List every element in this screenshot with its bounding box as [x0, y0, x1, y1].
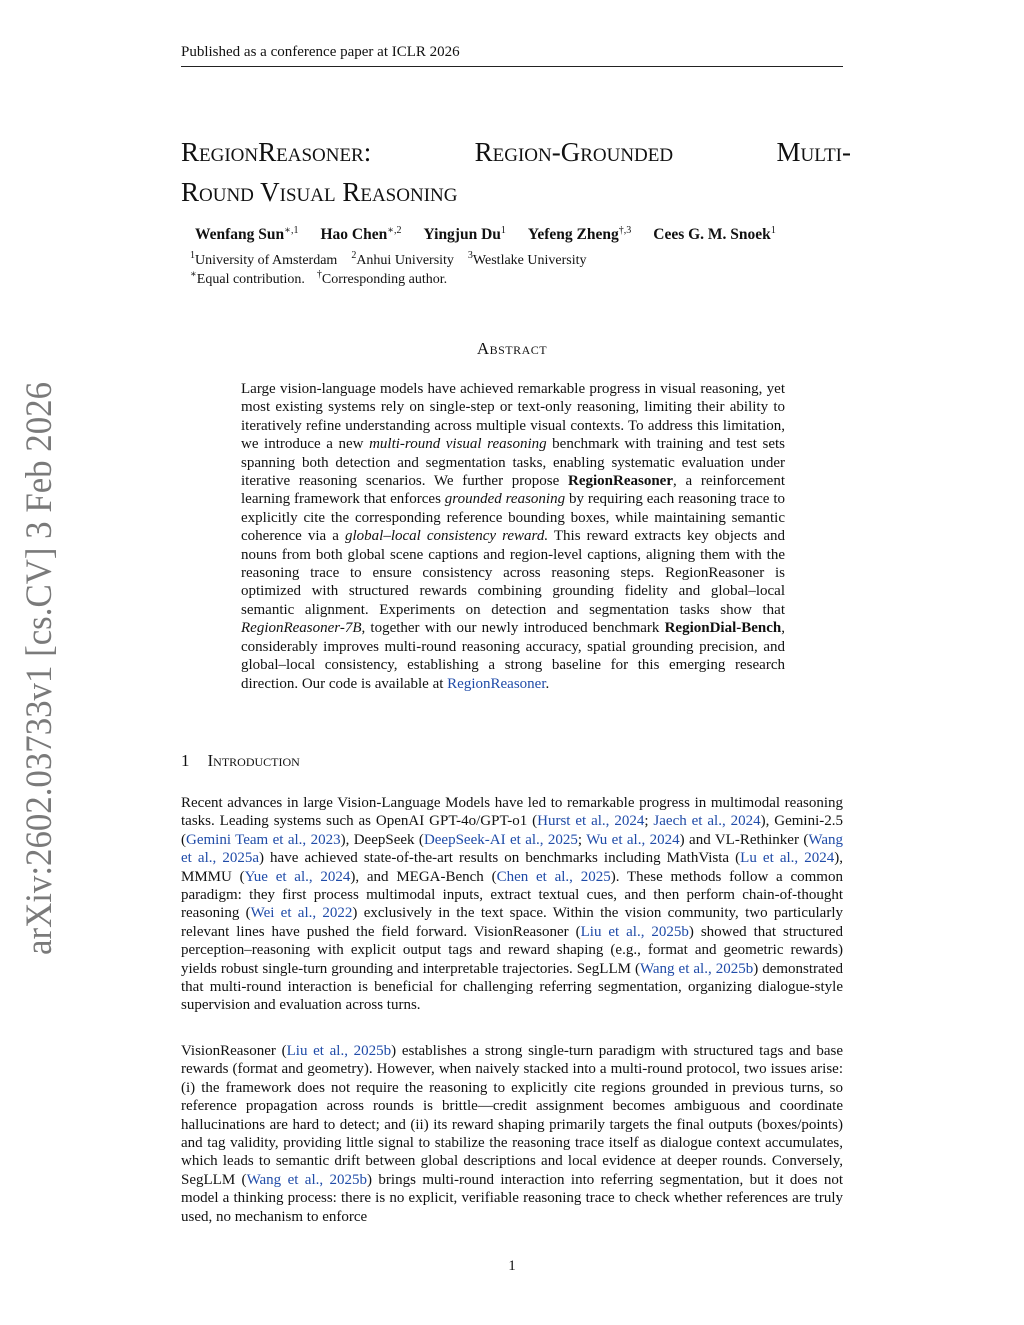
bold-term: RegionDial-Bench — [664, 620, 782, 637]
arxiv-stamp — [14, 380, 59, 955]
section-number: 1 — [181, 751, 190, 770]
title-line-2: Round Visual Reasoning — [181, 177, 458, 207]
author-notes — [190, 269, 459, 288]
citation-link[interactable]: Wei et al., 2022 — [250, 905, 353, 922]
citation-link[interactable]: DeepSeek-AI et al., 2025 — [423, 831, 578, 848]
affiliation-marker: 1 — [190, 250, 195, 261]
citation-link[interactable]: Liu et al., 2025b — [580, 923, 689, 940]
author — [528, 226, 631, 243]
affiliations — [190, 250, 601, 269]
affiliation: $^2$Anhui University — [351, 250, 454, 268]
author-marker: 1 — [770, 225, 776, 236]
section-title: Introduction — [207, 751, 300, 770]
bold-term: RegionReasoner — [568, 473, 674, 490]
citation-link[interactable]: Hurst et al., 2024 — [537, 813, 645, 830]
citation-link[interactable]: Liu et al., 2025b — [286, 1043, 392, 1059]
author-name: Yefeng Zheng — [527, 226, 619, 243]
title-line-1: RegionReasoner: Region-Grounded Multi- — [181, 137, 851, 167]
author — [320, 226, 401, 243]
citation-link[interactable]: Yue et al., 2024 — [244, 868, 351, 885]
author — [195, 226, 298, 243]
citation-link[interactable]: Lu et al., 2024 — [740, 850, 835, 867]
author-marker: †,3 — [618, 225, 632, 236]
running-header: Published as a conference paper at ICLR 2026 — [181, 44, 460, 60]
citation-link[interactable]: Jaech et al., 2024 — [653, 813, 761, 830]
section-heading — [181, 751, 300, 771]
author-name: Hao Chen — [320, 226, 388, 243]
author-marker: ∗,1 — [284, 225, 299, 236]
intro-paragraph-1: Recent advances in large Vision-Language Models have led to remarkable progress in multimodal reasoning tasks. Leading systems such as OpenAI GPT-4o/GPT-o1 (Hurst et al., 2024; Jaech et al., 2024), Gemini-2.5 (Gemini Team et al., 2023), DeepSeek (DeepSeek-AI et al., 2025; Wu et al., 2024) and VL-Rethinker (Wang et al., 2025a) have achieved state-of-the-art results on benchmarks including MathVista (Lu et al., 2024), MMMU (Yue et al., 2024), and MEGA-Bench (Chen et al., 2025). These methods follow a common paradigm: they first process multimodal inputs, extract textual cues, and then perform chain-of-thought reasoning (Wei et al., 2022) exclusively in the text space. Within the vision community, two particularly relevant lines have pushed the field forward. VisionReasoner (Liu et al., 2025b) showed that structured perception–reasoning with explicit output tags and reward shaping (e.g., format and geometric rewards) yields robust single-turn grounding and interpretable trajectories. SegLLM (Wang et al., 2025b) demonstrated that multi-round interaction is beneficial for challenging referring segmentation, organizing dialogue-style supervision and evaluation across turns. — [181, 795, 844, 1014]
emphasis: multi-round visual reasoning — [369, 436, 547, 453]
arxiv-identifier: arXiv:2602.03733v1 [cs.CV] 3 Feb 2026 — [19, 380, 59, 955]
citation-link[interactable]: Wang et al., 2025b — [246, 1171, 368, 1188]
citation-link[interactable]: Chen et al., 2025 — [496, 868, 611, 885]
page-number: 1 — [508, 1258, 516, 1274]
citation-link[interactable]: Gemini Team et al., 2023 — [186, 831, 341, 848]
affiliation: $^3$Westlake University — [467, 250, 587, 268]
citation-link[interactable]: Wang et al., 2025a — [181, 831, 843, 867]
abstract-body: Large vision-language models have achieved remarkable progress in visual reasoning, yet most existing systems rely on single-step or text-only reasoning, limiting their ability to iteratively refine understanding across multiple visual contexts. To address this limitation, we introduce a new multi-round visual reasoning benchmark with training and test sets spanning both detection and segmentation tasks, enabling systematic evaluation under iterative reasoning scenarios. We further propose RegionReasoner, a reinforcement learning framework that enforces grounded reasoning by requiring each reasoning trace to explicitly cite the corresponding reference bounding boxes, while maintaining semantic coherence via a global–local consistency reward. This reward extracts key objects and nouns from both global scene captions and region-level captions, aligning them with the reasoning trace to ensure consistency across reasoning steps. RegionReasoner is optimized with structured rewards combining grounding fidelity and global–local semantic alignment. Experiments on detection and segmentation tasks show that RegionReasoner-7B, together with our newly introduced benchmark RegionDial-Bench, considerably improves multi-round reasoning accuracy, spatial grounding precision, and global–local consistency, establishing a strong baseline for this emerging research direction. Our code is available at RegionReasoner. — [241, 381, 785, 692]
header-rule — [181, 66, 843, 67]
note-marker: † — [316, 269, 322, 280]
citation-link[interactable]: Wu et al., 2024 — [586, 831, 680, 848]
citation-link[interactable]: RegionReasoner — [447, 675, 546, 692]
intro-paragraph-2: VisionReasoner (Liu et al., 2025b) establishes a strong single-turn paradigm with structured tags and base rewards (format and geometry). However, when naively stacked into a multi-round protocol, two issues arise: (i) the framework does not require the reasoning to explicitly cite regions grounded in previous turns, so reference propagation across rounds is brittle—credit assignment becomes ambiguous and coordinate hallucinations are hard to detect; and (ii) its reward shaping primarily targets the final outputs (boxes/points) and tag validity, providing little signal to stabilize the reasoning trace itself as dialogue context accumulates, which leads to semantic drift between global descriptions and local evidence at deeper rounds. Conversely, SegLLM (Wang et al., 2025b) brings multi-round interaction into referring segmentation, but it does not model a thinking process: there is no explicit, verifiable reasoning trace to check whether references are truly used, no mechanism to enforce — [181, 1043, 843, 1225]
author — [653, 226, 776, 243]
author-marker: 1 — [500, 225, 506, 236]
author-note: †Corresponding author. — [316, 269, 448, 287]
author-list — [195, 226, 845, 244]
affiliation-marker: 2 — [351, 250, 357, 261]
affiliation-marker: 3 — [467, 250, 473, 261]
citation-link[interactable]: Wang et al., 2025b — [639, 960, 754, 977]
emphasis: RegionReasoner-7B — [241, 620, 362, 637]
note-marker: ∗ — [190, 269, 197, 280]
paper-title — [181, 132, 851, 212]
author — [424, 226, 506, 243]
author-note: ∗Equal contribution. — [190, 269, 305, 287]
author-name: Cees G. M. Snoek — [653, 226, 771, 243]
abstract-heading: Abstract — [476, 339, 548, 358]
author-marker: ∗,2 — [387, 225, 402, 236]
affiliation: $^1$University of Amsterdam — [190, 250, 338, 268]
author-name: Yingjun Du — [423, 226, 501, 243]
emphasis: global–local consistency reward. — [344, 528, 549, 545]
author-name: Wenfang Sun — [195, 226, 285, 243]
emphasis: grounded reasoning — [444, 491, 566, 508]
